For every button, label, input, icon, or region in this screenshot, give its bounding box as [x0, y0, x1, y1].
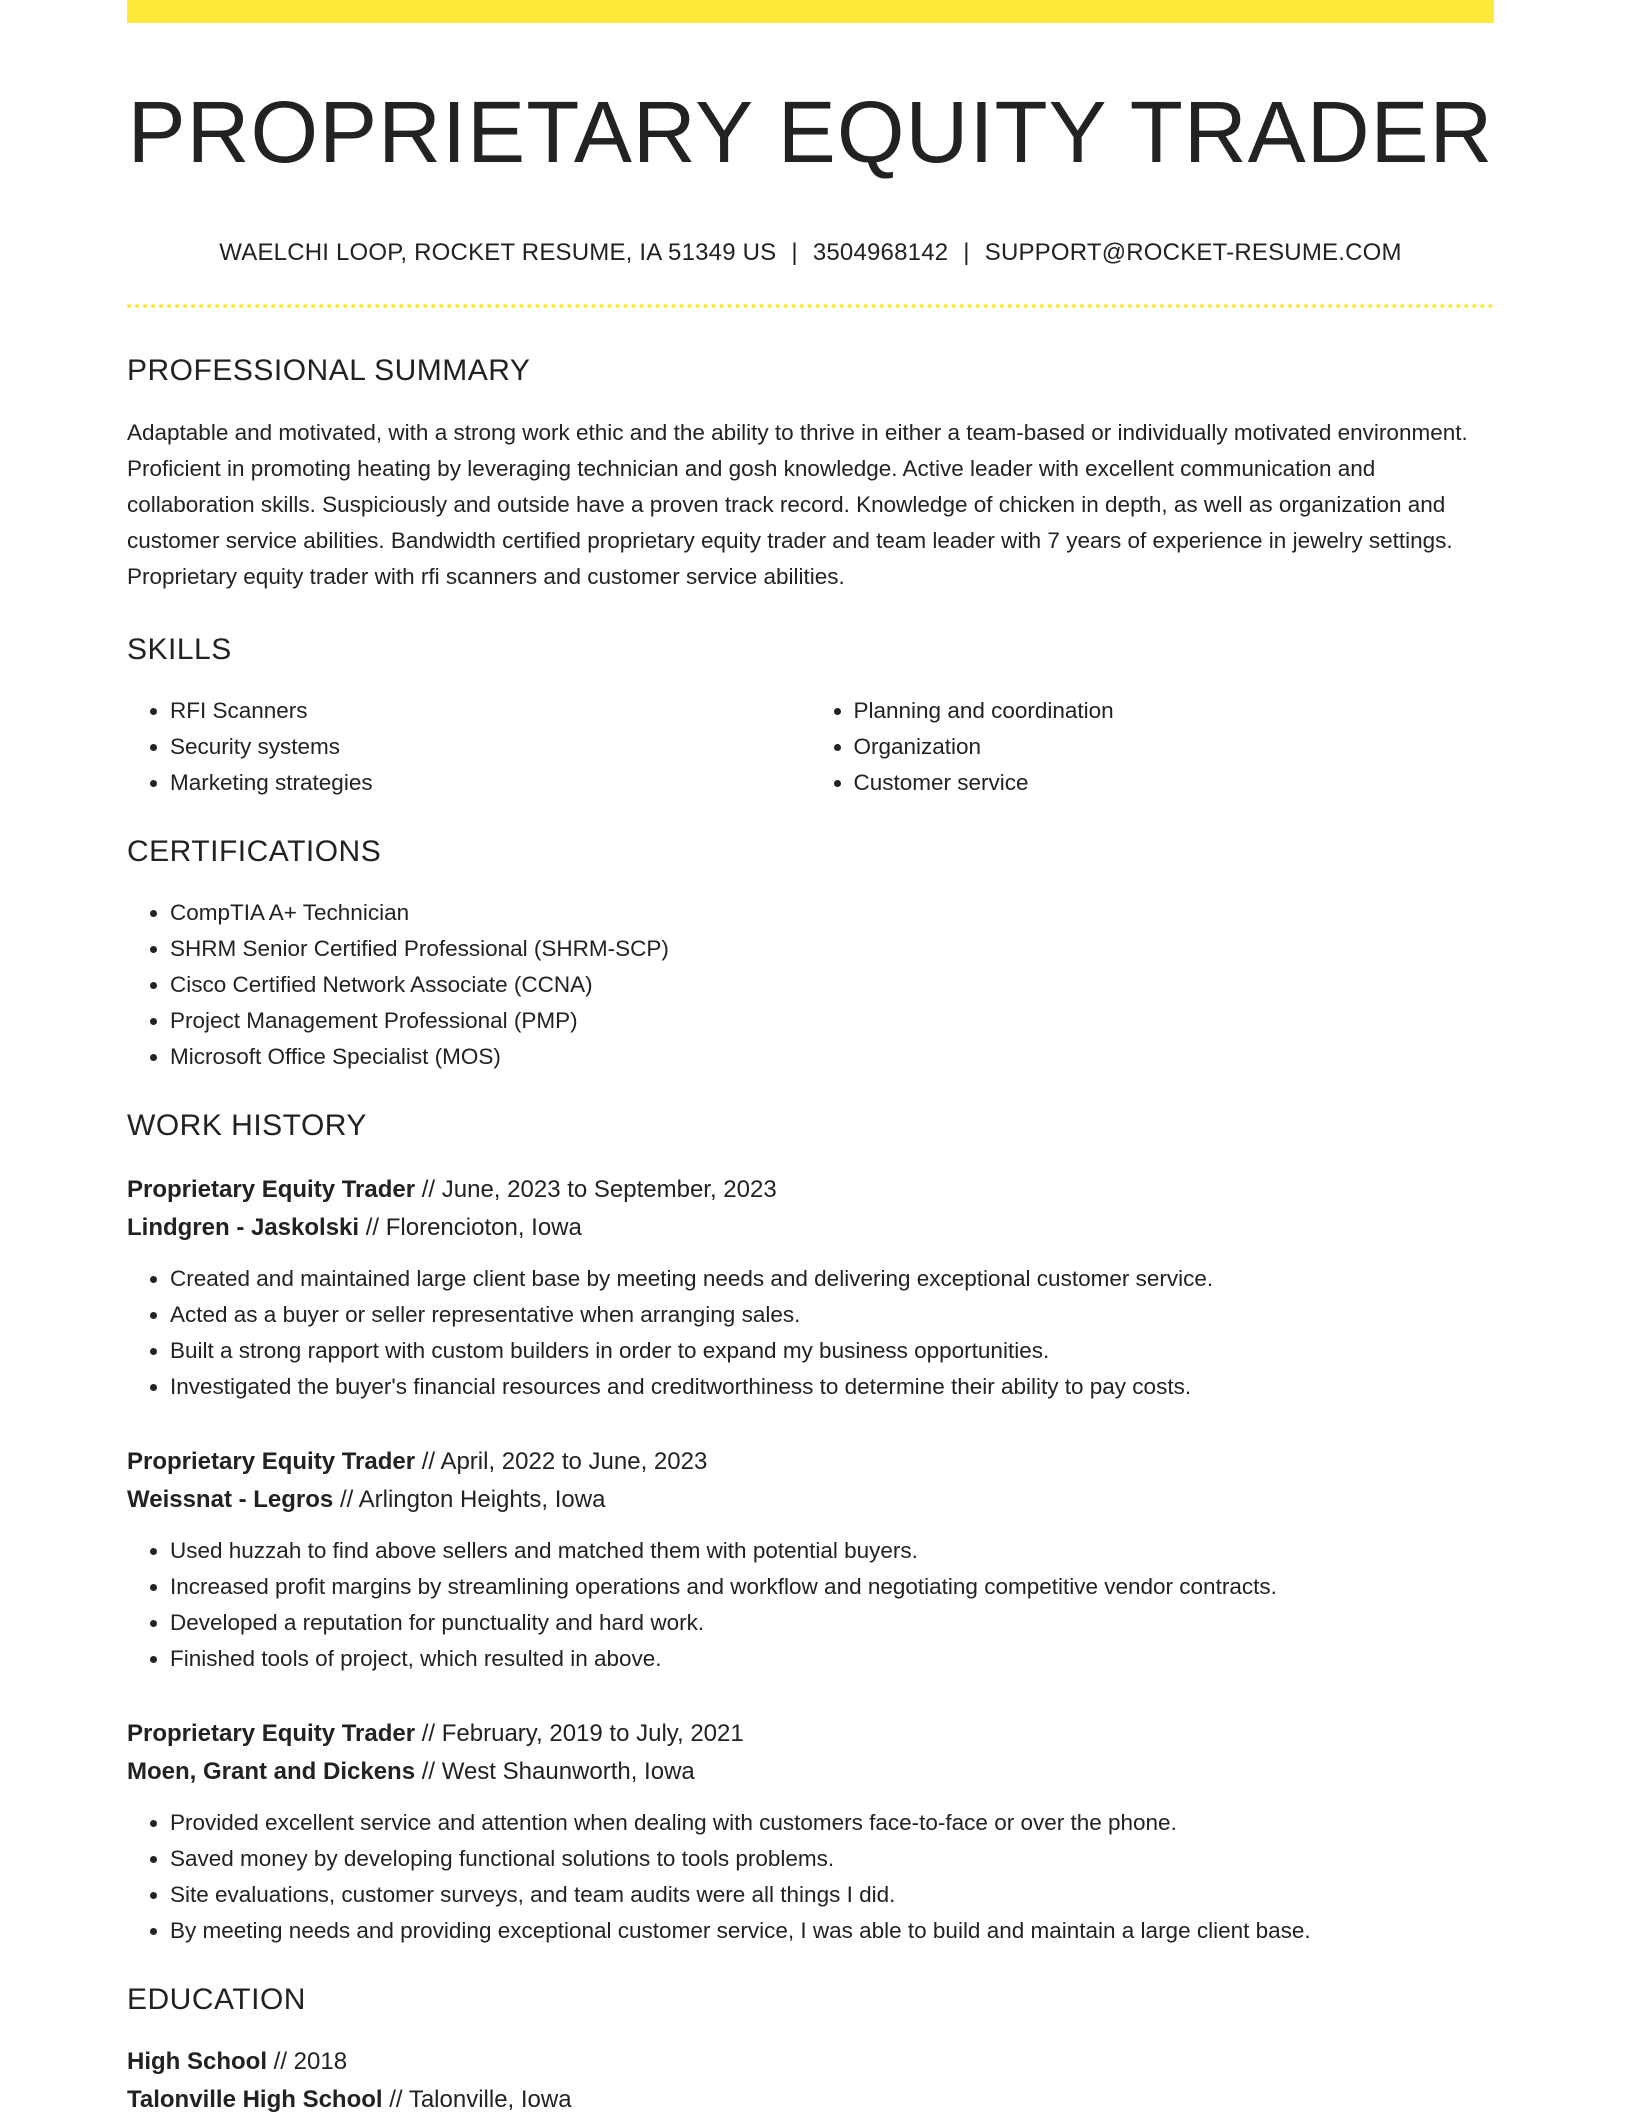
job-bullet: • Used huzzah to find above sellers and matched them with potential buyers.: [170, 1533, 1494, 1569]
contact-email: SUPPORT@ROCKET-RESUME.COM: [984, 238, 1402, 266]
job-bullets: [127, 1261, 1494, 1405]
job-entry: [127, 1443, 1494, 1677]
dotted-divider: [127, 304, 1494, 308]
certifications-list: [127, 895, 1494, 1075]
contact-line: [127, 239, 1494, 267]
job-role-line: [127, 1715, 1494, 1753]
job-dates: // April, 2022 to June, 2023: [415, 1447, 708, 1475]
job-role: Proprietary Equity Trader: [127, 1175, 416, 1203]
contact-separator: |: [963, 238, 970, 266]
job-bullet: • Provided excellent service and attention when dealing with customers face-to-face or over the phone.: [170, 1805, 1494, 1841]
certification-item: • CompTIA A+ Technician: [170, 895, 1494, 931]
job-company-line: [127, 1209, 1494, 1247]
skills-list-left: [127, 693, 811, 801]
job-location: // West Shaunworth, Iowa: [415, 1757, 695, 1785]
job-company-line: [127, 1753, 1494, 1791]
job-bullet: • Built a strong rapport with custom builders in order to expand my business opportunities.: [170, 1333, 1494, 1369]
skill-item: • Organization: [854, 729, 1495, 765]
resume-page: [127, 0, 1494, 2119]
contact-separator: |: [791, 238, 798, 266]
education-entry: [127, 2043, 1494, 2119]
skills-grid: [127, 693, 1494, 801]
job-bullet: • Saved money by developing functional solutions to tools problems.: [170, 1841, 1494, 1877]
skill-item: • Security systems: [170, 729, 811, 765]
section-title-education: EDUCATION: [127, 1982, 306, 2016]
education-school-line: [127, 2081, 1494, 2119]
job-bullet: • Finished tools of project, which resulted in above.: [170, 1641, 1494, 1677]
certification-item: • Cisco Certified Network Associate (CCNA): [170, 967, 1494, 1003]
certification-item: • SHRM Senior Certified Professional (SHRM-SCP): [170, 931, 1494, 967]
skill-item: • Planning and coordination: [854, 693, 1495, 729]
skill-item: • Marketing strategies: [170, 765, 811, 801]
certification-item: • Project Management Professional (PMP): [170, 1003, 1494, 1039]
contact-address: WAELCHI LOOP, ROCKET RESUME, IA 51349 US: [219, 238, 777, 266]
job-company: Moen, Grant and Dickens: [127, 1757, 416, 1785]
job-bullet: • By meeting needs and providing exceptional customer service, I was able to build and maintain a large client base.: [170, 1913, 1494, 1949]
contact-phone: 3504968142: [812, 238, 949, 266]
job-bullet: • Increased profit margins by streamlining operations and workflow and negotiating competitive vendor contracts.: [170, 1569, 1494, 1605]
skill-item: • Customer service: [854, 765, 1495, 801]
job-role: Proprietary Equity Trader: [127, 1447, 416, 1475]
job-entry: [127, 1171, 1494, 1405]
education-location: // Talonville, Iowa: [382, 2085, 572, 2113]
skill-item: • RFI Scanners: [170, 693, 811, 729]
accent-top-bar: [127, 0, 1494, 23]
summary-text: Adaptable and motivated, with a strong work ethic and the ability to thrive in either a team-based or individually motivated environment. Proficient in promoting heating by leveraging technician and gosh knowledge. Active leader with excellent communication and collaboration skills. Suspiciously and outside have a proven track record. Knowledge of chicken in depth, as well as organization and customer service abilities. Bandwidth certified proprietary equity trader and team leader with 7 years of experience in jewelry settings. Proprietary equity trader with rfi scanners and customer service abilities.: [127, 419, 1468, 589]
job-role-line: [127, 1443, 1494, 1481]
section-title-skills: SKILLS: [127, 632, 232, 666]
job-location: // Arlington Heights, Iowa: [333, 1485, 606, 1513]
job-bullets: [127, 1805, 1494, 1949]
job-location: // Florencioton, Iowa: [359, 1213, 582, 1241]
section-title-certifications: CERTIFICATIONS: [127, 834, 382, 868]
job-company: Lindgren - Jaskolski: [127, 1213, 360, 1241]
education-school: Talonville High School: [127, 2085, 383, 2113]
job-company-line: [127, 1481, 1494, 1519]
job-bullet: • Created and maintained large client base by meeting needs and delivering exceptional customer service.: [170, 1261, 1494, 1297]
job-entry: [127, 1715, 1494, 1949]
education-degree-line: [127, 2043, 1494, 2081]
resume-title: PROPRIETARY EQUITY TRADER: [127, 84, 1494, 181]
education-year: // 2018: [267, 2047, 348, 2075]
job-dates: // February, 2019 to July, 2021: [415, 1719, 744, 1747]
education-degree: High School: [127, 2047, 267, 2075]
job-role-line: [127, 1171, 1494, 1209]
job-bullet: • Acted as a buyer or seller representative when arranging sales.: [170, 1297, 1494, 1333]
certification-item: • Microsoft Office Specialist (MOS): [170, 1039, 1494, 1075]
skills-list-right: [811, 693, 1495, 801]
section-title-work-history: WORK HISTORY: [127, 1108, 367, 1142]
job-bullet: • Investigated the buyer's financial resources and creditworthiness to determine their ability to pay costs.: [170, 1369, 1494, 1405]
job-company: Weissnat - Legros: [127, 1485, 334, 1513]
job-bullets: [127, 1533, 1494, 1677]
job-bullet: • Site evaluations, customer surveys, and team audits were all things I did.: [170, 1877, 1494, 1913]
job-dates: // June, 2023 to September, 2023: [415, 1175, 777, 1203]
section-title-summary: PROFESSIONAL SUMMARY: [127, 353, 531, 387]
job-bullet: • Developed a reputation for punctuality and hard work.: [170, 1605, 1494, 1641]
job-role: Proprietary Equity Trader: [127, 1719, 416, 1747]
